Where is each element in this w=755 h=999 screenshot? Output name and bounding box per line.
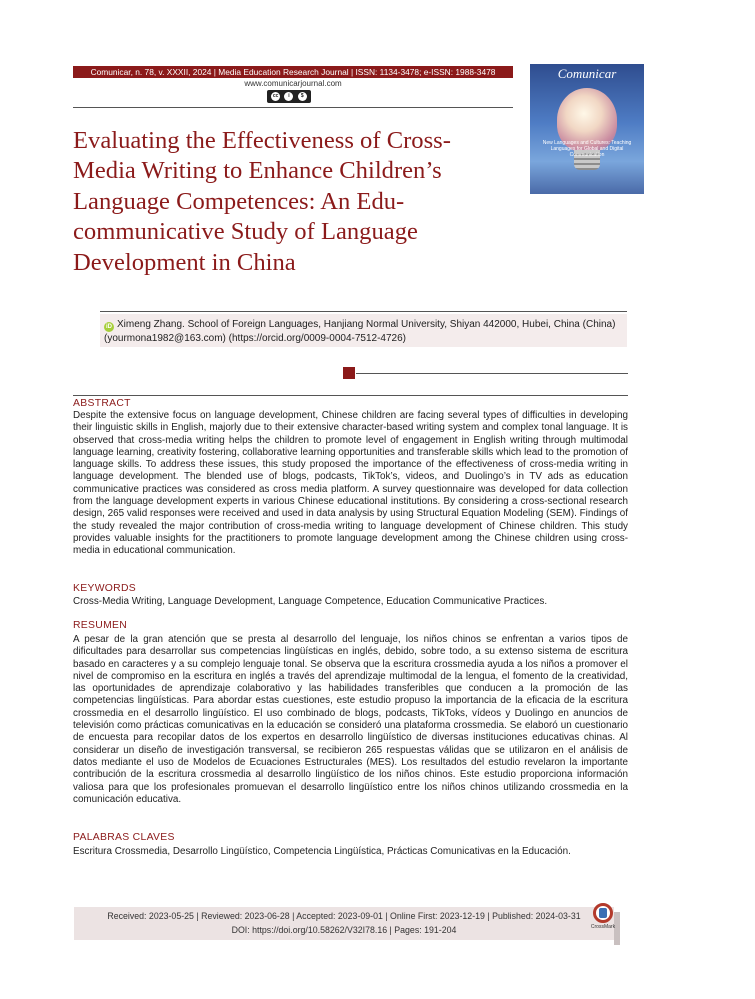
orcid-icon[interactable]: iD [106, 324, 112, 330]
body-rule [73, 395, 628, 396]
publication-dates: Received: 2023-05-25 | Reviewed: 2023-06-28 | Accepted: 2023-09-01 | Online First: 2023-12-19 | Published: 2024-03-31 [107, 911, 581, 921]
cover-title: Comunicar [557, 66, 617, 81]
cover-subtitle: New Languages and Cultures: Teaching Languages for Global and Digital Communication [542, 140, 632, 158]
resumen-heading: RESUMEN [73, 620, 128, 631]
divider-line [356, 373, 628, 374]
journal-url-link[interactable]: www.comunicarjournal.com [244, 79, 342, 88]
author-info [104, 318, 626, 345]
author-rule [100, 311, 627, 312]
resumen-text: A pesar de la gran atención que se presta al desarrollo del lenguaje, los niños chinos se enfrentan a varios tipos de dificultades para desarrollar sus competencias lingüísticas en inglés, debido, sobre todo, a su extenso sistema de escritura basado en caracteres y a su complejo lenguaje tonal. Se observa que la escritura crossmedia ayuda a los niños a promover el nivel de compromiso en la escritura en inglés a través del aprendizaje multimodal de la lengua, el fomento de la creatividad, las oportunidades de aprendizaje colaborativo y las habilidades transferibles que conducen a la promoción de las competencias lingüísticas. Para abordar estas cuestiones, este estudio propuso la importancia de la eficacia de la escritura crossmedia en el desarrollo lingüístico. El uso combinado de blogs, podcasts, TikToks, vídeos y Duolingo en anuncios de televisión como prácticas comunicativas en la educación se consideró una plataforma crossmedia. Se elaboró un cuestionario de encuesta para recopilar datos de los expertos en desarrollo lingüístico de diversas instituciones educativas chinas. Al considerar un diseño de investigación transversal, se recibieron 265 respuestas válidas que se utilizaron en el análisis de datos mediante el uso de Modelos de Ecuaciones Estructurales (MES). Los resultados del estudio revelaron la importante contribución de la escritura crossmedia al desarrollo lingüístico de los niños chinos. Este estudio proporciona información valiosa para que los profesionales promuevan el desarrollo lingüístico entre los niños chinos utilizando crossmedia en la comunicación educativa. [73, 634, 628, 805]
abstract-text: Despite the extensive focus on language development, Chinese children are facing several types of difficulties in developing their linguistic skills in English, majorly due to their extensive character-based writing system and complex tonal language. It is observed that cross-media writing helps the children to promote level of engagement in English writing through multimodal language learning, creativity fostering, collaborative learning opportunities and transferable skills which lead to the promotion of language skills. To address these issues, this study proposed the importance of the effectiveness of cross-media writing in language development. The blended use of blogs, podcasts, TikTok’s, videos, and Duolingo’s in TV ads as education communicative practices was considered as cross media platform. A survey questionnaire was developed for data collection from the language development experts in various Chinese educational institutions. By considering a cross-sectional research design, 265 valid responses were received and used in data analysis by using Structural Equation Modeling (SEM). Findings of the study revealed the major contribution of cross-media writing to language development of Chinese children. This study provides valuable insights for the practitioners to promote language development among the Chinese children using cross-media in educational communication. [73, 410, 628, 557]
cc-by-nc-icon[interactable] [267, 90, 311, 103]
abstract-heading: ABSTRACT [73, 398, 131, 409]
crossmark-label: CrossMark [590, 924, 616, 930]
doi-pages[interactable]: DOI: https://doi.org/10.58262/V32I78.16 | Pages: 191-204 [231, 925, 457, 935]
by-circle-icon: i [284, 92, 293, 101]
crossmark-icon[interactable] [588, 903, 618, 933]
journal-header-bar: Comunicar, n. 78, v. XXXII, 2024 | Media Education Research Journal | ISSN: 1134-3478; e-ISSN: 1988-3478 [73, 66, 513, 78]
crossmark-bookmark [599, 908, 607, 918]
header-rule [73, 107, 513, 108]
journal-cover-image [530, 64, 644, 194]
palabras-claves-heading: PALABRAS CLAVES [73, 832, 175, 843]
keywords-heading: KEYWORDS [73, 583, 137, 594]
divider-square [343, 367, 355, 379]
article-title: Evaluating the Effectiveness of Cross-Media Writing to Enhance Children’s Language Competences: An Edu-communicative Study of Language Development in China [73, 127, 451, 276]
cc-circle-icon: cc [272, 93, 279, 99]
keywords-text: Cross-Media Writing, Language Development, Language Competence, Education Communicative Practices. [73, 596, 548, 607]
author-details: Ximeng Zhang. School of Foreign Languages, Hanjiang Normal University, Shiyan 442000, Hubei, China (China) (yourmona1982@163.com) (https://orcid.org/0009-0004-7512-4726) [104, 319, 616, 344]
palabras-claves-text: Escritura Crossmedia, Desarrollo Lingüístico, Competencia Lingüística, Prácticas Comunicativas en la Educación. [73, 846, 571, 857]
nc-circle-icon: $ [298, 92, 307, 101]
